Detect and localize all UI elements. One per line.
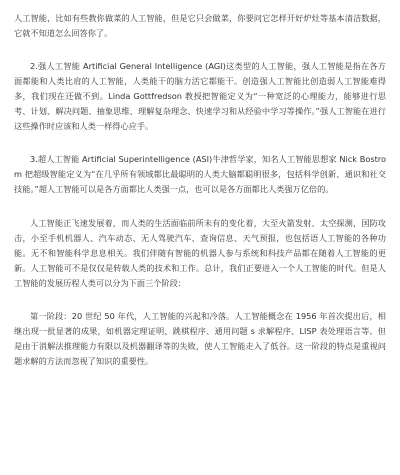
paragraph-ai-development: 人工智能正飞速发展着，而人类的生活面临前所未有的变化着，大至火箭发射、太空探测，国防攻击，小至手机机器人、汽车动态、无人驾驶汽车、查询信息、天气预报，也包括语人工智能的各种功能。无不和智能科学息息相关。我们伴随有智能的机器人参与系统和科技产品都在随着人工智能的更新。人工智能可不是仅仅是转载人类的技术和工作。总计，我们正要进入一个人工智能的时代。但是人工智能的发展历程人类可以分为下面三个阶段： [14, 218, 386, 288]
paragraph-super-ai: 3.超人工智能 Artificial Superintelligence (ASI)牛津哲学家，知名人工智能思想家 Nick Bostrom 把超级智能定义为“在几乎所有领域都比最聪明的人类大脑都聪明很多，包括科学创新、通识和社交技能。”超人工智能可以是各方面都比人类强一点，也可以是各方面都比人类强万亿倍的。 [14, 154, 386, 194]
paragraph-strong-ai: 2.强人工智能 Artificial General Intelligence (AGI)这类型的人工智能，强人工智能是指在各方面都能和人类比肩的人工智能，人类能干的脑力活它都能干。创造强人工智能比创造弱人工智能难得多，我们现在还做不到。Linda Gottfredson 教授把智能定义为“一种宽泛的心理能力，能够进行思考、计划、解决问题、抽象思维、理解复杂理念、快速学习和从经验中学习等操作。”强人工智能在进行这些操作时应该和人类一样得心应手。 [14, 61, 386, 131]
paragraph-weak-ai-continued: 人工智能，比如有些教你做菜的人工智能，但是它只会做菜，你要问它怎样开好炉灶等基本清洁数据，它就不知道怎么回答你了。 [14, 13, 386, 38]
paragraph-stage-one: 第一阶段：20 世纪 50 年代，人工智能的兴起和冷落。人工智能概念在 1956 年首次提出后，相继出现一批显著的成果，如机器定理证明、跳棋程序、通用问题 s 求解程序、LISP 表处理语言等。但是由于消解法推理能力有限以及机器翻译等的失败，使人工智能走入了低谷。这一阶段的特点是重视问题求解的方法而忽视了知识的重要性。 [14, 311, 386, 366]
